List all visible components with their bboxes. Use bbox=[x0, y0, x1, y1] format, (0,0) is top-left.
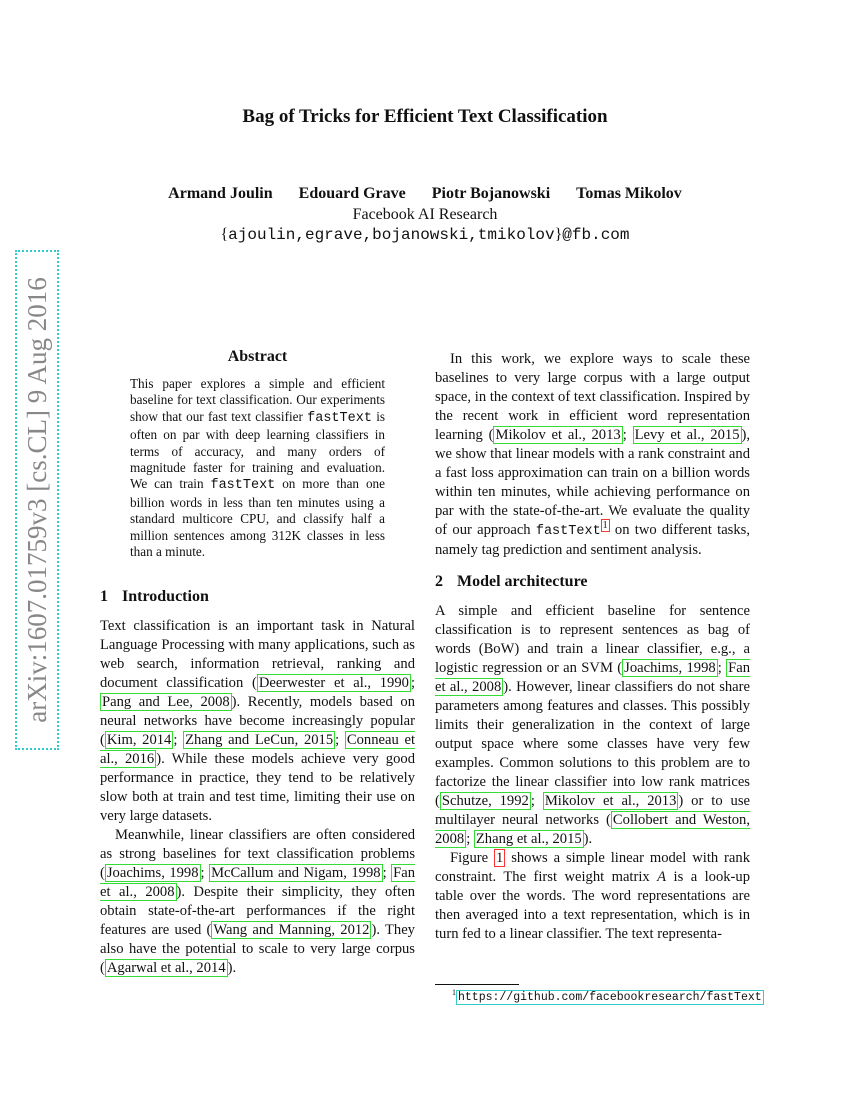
email-domain: @fb.com bbox=[562, 226, 630, 244]
figure-link[interactable]: 1 bbox=[496, 850, 504, 866]
model-paragraph: Figure 1 shows a simple linear model with rank constraint. The first weight matrix A is a look-up table over the words. The word representations are then averaged into a text representation, which is in turn fed to a linear classifier. The text representa- bbox=[435, 850, 751, 942]
code-fasttext: fastText bbox=[307, 410, 372, 426]
abstract-heading: Abstract bbox=[227, 348, 288, 365]
author-name: Tomas Mikolov bbox=[576, 185, 682, 202]
arxiv-identifier-stamp[interactable]: arXiv:1607.01759v3 [cs.CL] 9 Aug 2016 bbox=[15, 250, 59, 750]
citation-link[interactable]: Mikolov et al., 2013 bbox=[544, 793, 677, 809]
math-variable: A bbox=[657, 869, 667, 885]
intro-paragraph: Meanwhile, linear classifiers are often considered as strong baselines for text classification problems ( Joachims, 1998 ; McCallum and Nigam, 1998 ; Fan et al., 2008 ). Despite their simplicity, they often obtain state-of-the-art performances if the right features are used ( Wang and Manning, 2012 ). They also have the potential to scale to very large corpus ( Agarwal et al., 2014 ). bbox=[100, 827, 416, 977]
code-fasttext: fastText bbox=[210, 478, 276, 494]
section-heading-model-architecture: 2 Model architecture bbox=[435, 573, 588, 590]
author-list bbox=[0, 185, 850, 203]
left-column bbox=[100, 348, 415, 978]
paper-title: Bag of Tricks for Efficient Text Classification bbox=[242, 106, 608, 127]
citation-link[interactable]: Fan et al., 2008 bbox=[100, 865, 416, 901]
model-paragraph: A simple and efficient baseline for sentence classification is to represent sentences as bag of words (BoW) and train a linear classifier, e.g., a logistic regression or an SVM ( Joachims, 1998 ; Fan et al., 2008 ). However, linear classifiers do not share parameters among features and classes. This possibly limits their generalization in the context of large output space where some classes have very few examples. Common solutions to this problem are to factorize the linear classifier into low rank matrices ( Schutze, 1992 ; Mikolov et al., 2013 ) or to use multilayer neural networks ( Collobert and Weston, 2008 ; Zhang et al., 2015 ). bbox=[435, 603, 750, 847]
author-name: Piotr Bojanowski bbox=[431, 185, 551, 202]
citation-link[interactable]: Conneau et al., 2016 bbox=[100, 732, 416, 768]
citation-link[interactable]: Mikolov et al., 2013 bbox=[495, 427, 621, 443]
author-name: Armand Joulin bbox=[168, 185, 273, 202]
footnote bbox=[452, 988, 764, 1004]
intro-paragraph: Text classification is an important task in Natural Language Processing with many applications, such as web search, information retrieval, ranking and document classification ( Deerwester et al., 1990 ; Pang and Lee, 2008 ). Recently, models based on neural networks have become increasingly popular ( Kim, 2014 ; Zhang and LeCun, 2015 ; Conneau et al., 2016 ). While these models achieve very good performance in practice, they tend to be relatively slow both at train and test time, limiting their use on very large datasets. bbox=[100, 618, 416, 825]
author-emails: {ajoulin,egrave,bojanowski,tmikolov}@fb.com bbox=[220, 226, 630, 244]
section-heading-introduction: 1 Introduction bbox=[100, 588, 209, 606]
citation-link[interactable]: Levy et al., 2015 bbox=[634, 427, 740, 443]
abstract-text: This paper explores a simple and efficient baseline for text classification. Our experiments show that our fast text classifier fastText is often on par with deep learning classifiers in terms of accuracy, and many orders of magnitude faster for training and evaluation. We can train fastText on more than one billion words in less than ten minutes using a standard multicore CPU, and classify half a million sentences among 312K classes in less than a minute. bbox=[130, 376, 385, 560]
citation-link[interactable]: Wang and Manning, 2012 bbox=[213, 922, 370, 939]
citation-link[interactable]: McCallum and Nigam, 1998 bbox=[211, 865, 381, 882]
citation-link[interactable]: Kim, 2014 bbox=[106, 732, 172, 749]
citation-link[interactable]: Collobert and Weston, 2008 bbox=[435, 812, 750, 847]
citation-link[interactable]: Deerwester et al., 1990 bbox=[258, 675, 409, 692]
citation-link[interactable]: Zhang et al., 2015 bbox=[475, 831, 582, 847]
citation-link[interactable]: Joachims, 1998 bbox=[106, 865, 199, 882]
email-users: ajoulin,egrave,bojanowski,tmikolov bbox=[228, 226, 555, 244]
citation-link[interactable]: Joachims, 1998 bbox=[624, 660, 716, 676]
footnote-link[interactable]: 1 bbox=[602, 520, 608, 532]
footnote-mark: 1 bbox=[452, 988, 456, 997]
citation-link[interactable]: Agarwal et al., 2014 bbox=[106, 960, 226, 977]
citation-link[interactable]: Zhang and LeCun, 2015 bbox=[185, 732, 334, 749]
footnote-rule bbox=[435, 984, 519, 985]
citation-link[interactable]: Pang and Lee, 2008 bbox=[102, 694, 230, 711]
affiliation: Facebook AI Research bbox=[352, 206, 498, 223]
citation-link[interactable]: Schutze, 1992 bbox=[441, 793, 529, 809]
code-fasttext: fastText bbox=[535, 524, 601, 539]
author-name: Edouard Grave bbox=[298, 185, 406, 202]
footnote-url-link[interactable]: https://github.com/facebookresearch/fastText bbox=[458, 990, 762, 1004]
citation-link[interactable]: Fan et al., 2008 bbox=[435, 660, 750, 695]
intro-paragraph: In this work, we explore ways to scale these baselines to very large corpus with a large output space, in the context of text classification. Inspired by the recent work in efficient word representation learning ( Mikolov et al., 2013 ; Levy et al., 2015 ), we show that linear models with a rank constraint and a fast loss approximation can train on a billion words within ten minutes, while achieving performance on par with the state-of-the-art. We evaluate the quality of our approach fastText $^1$ on two different tasks, namely tag prediction and sentiment analysis. bbox=[435, 351, 751, 558]
right-column bbox=[435, 350, 750, 944]
